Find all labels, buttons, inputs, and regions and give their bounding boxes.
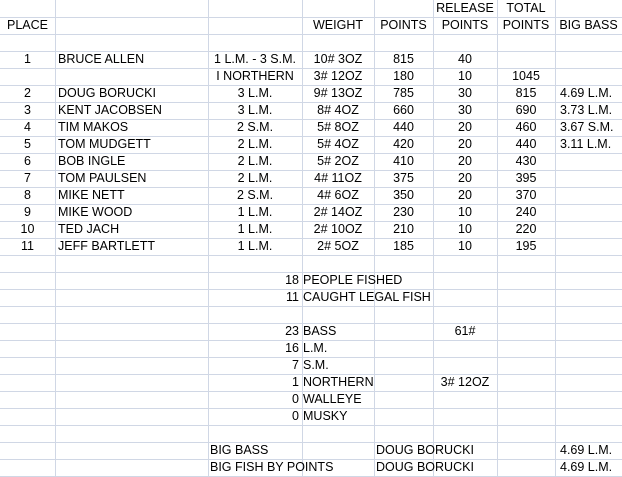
points-cell: 410 [393,154,414,168]
place-cell: 10 [20,222,35,236]
summary-extra: 61# [454,324,476,338]
big-bass-cell: 3.67 S.M. [560,120,614,134]
big-bass-cell [560,153,622,170]
place-cell: 8 [24,188,31,202]
release-points-cell: 20 [458,188,472,202]
place-cell [0,68,55,85]
angler-name-cell [58,68,208,85]
release-points-cell: 30 [458,103,472,117]
total-points-cell: 815 [515,86,537,100]
points-cell: 350 [393,188,414,202]
summary-label: L.M. [303,341,328,355]
fish-count-cell: I NORTHERN [216,69,294,83]
weight-cell: 5# 4OZ [317,137,359,151]
weight-cell: 9# 13OZ [313,86,363,100]
release-points-cell: 20 [458,137,472,151]
place-cell: 2 [24,86,31,100]
angler-name-cell: TOM PAULSEN [58,171,147,185]
big-bass-cell: 3.11 L.M. [560,137,612,151]
points-cell: 815 [393,52,414,66]
points-cell: 420 [393,137,414,151]
total-points-cell: 690 [515,103,537,117]
angler-name-cell: MIKE NETT [58,188,125,202]
fish-count-cell: 2 L.M. [237,154,273,168]
header-weight: WEIGHT [313,18,363,32]
summary-label: PEOPLE FISHED [303,273,403,287]
summary-count: 0 [292,392,299,406]
angler-name-cell: BRUCE ALLEN [58,52,145,66]
total-points-cell: 370 [515,188,537,202]
total-points-cell: 440 [515,137,537,151]
fish-count-cell: 2 S.M. [236,120,274,134]
big-bass-cell: 3.73 L.M. [560,103,613,117]
header-release: RELEASE [436,1,494,15]
angler-name-cell: JEFF BARTLETT [58,239,156,253]
points-cell: 180 [393,69,414,83]
points-cell: 440 [393,120,414,134]
release-points-cell: 30 [458,86,472,100]
fish-count-cell: 1 L.M. - 3 S.M. [214,52,296,66]
fish-count-cell: 1 L.M. [237,205,273,219]
summary-count: 7 [292,358,299,372]
release-points-cell: 10 [458,69,472,83]
angler-name-cell: TED JACH [58,222,120,236]
summary-count: 23 [285,324,299,338]
big-bass-cell [560,170,622,187]
weight-cell: 4# 6OZ [317,188,359,202]
header-points: POINTS [380,18,427,32]
summary-extra [433,272,497,289]
big-bass-cell [560,221,622,238]
angler-name-cell: TIM MAKOS [58,120,129,134]
weight-cell: 10# 3OZ [313,52,363,66]
fish-count-cell: 1 L.M. [237,239,273,253]
weight-cell: 2# 5OZ [317,239,359,253]
angler-name-cell: TOM MUDGETT [58,137,151,151]
weight-cell: 2# 14OZ [313,205,363,219]
summary-count: 1 [292,375,299,389]
points-cell: 185 [393,239,414,253]
summary-label: MUSKY [303,409,348,423]
release-points-cell: 10 [458,239,472,253]
summary-count: 0 [292,409,299,423]
total-points-cell: 395 [515,171,537,185]
points-cell: 660 [393,103,414,117]
fish-count-cell: 3 L.M. [237,103,273,117]
total-points-cell: 195 [515,239,537,253]
points-cell: 210 [393,222,414,236]
summary-count: 16 [285,341,299,355]
total-points-cell: 240 [515,205,537,219]
release-points-cell: 20 [458,120,472,134]
angler-name-cell: MIKE WOOD [58,205,133,219]
place-cell: 6 [24,154,31,168]
big-bass-cell [560,187,622,204]
header-total-points: POINTS [502,18,550,32]
weight-cell: 8# 4OZ [317,103,359,117]
award-winner: DOUG BORUCKI [376,460,474,474]
award-value: 4.69 L.M. [560,443,613,457]
weight-cell: 5# 2OZ [317,154,359,168]
summary-extra [433,408,497,425]
release-points-cell: 20 [458,154,472,168]
points-cell: 375 [393,171,414,185]
award-winner: DOUG BORUCKI [376,443,474,457]
summary-count: 18 [285,273,299,287]
release-points-cell: 10 [458,205,472,219]
angler-name-cell: BOB INGLE [58,154,126,168]
big-bass-cell [560,68,622,85]
summary-extra: 3# 12OZ [440,375,490,389]
weight-cell: 5# 8OZ [317,120,359,134]
total-points-cell: 460 [515,120,537,134]
big-bass-cell [560,238,622,255]
angler-name-cell: DOUG BORUCKI [58,86,156,100]
place-cell: 3 [24,103,31,117]
angler-name-cell: KENT JACOBSEN [58,103,162,117]
place-cell: 5 [24,137,31,151]
total-points-cell: 430 [515,154,537,168]
summary-label: BASS [303,324,337,338]
summary-label: WALLEYE [303,392,362,406]
fish-count-cell: 2 L.M. [237,171,273,185]
release-points-cell: 40 [458,52,472,66]
header-big-bass: BIG BASS [559,18,618,32]
header-release-points: POINTS [441,18,489,32]
header-total: TOTAL [506,1,546,15]
fish-count-cell: 1 L.M. [237,222,273,236]
big-bass-cell [560,51,622,68]
total-points-cell: 220 [515,222,537,236]
weight-cell: 2# 10OZ [313,222,363,236]
award-title: BIG BASS [210,443,269,457]
fish-count-cell: 2 L.M. [237,137,273,151]
summary-extra [433,340,497,357]
place-cell: 9 [24,205,31,219]
release-points-cell: 10 [458,222,472,236]
award-title: BIG FISH BY POINTS [210,460,334,474]
weight-cell: 4# 11OZ [314,171,362,185]
fish-count-cell: 2 S.M. [236,188,274,202]
header-place: PLACE [7,18,48,32]
award-value: 4.69 L.M. [560,460,613,474]
summary-extra [433,391,497,408]
summary-label: CAUGHT LEGAL FISH [303,290,431,304]
points-cell: 785 [393,86,414,100]
summary-label: S.M. [303,358,329,372]
place-cell: 7 [24,171,31,185]
place-cell: 4 [24,120,31,134]
place-cell: 1 [24,52,31,66]
total-points-cell: 1045 [512,69,540,83]
summary-count: 11 [286,290,299,304]
big-bass-cell [560,204,622,221]
points-cell: 230 [393,205,414,219]
fish-count-cell: 3 L.M. [237,86,273,100]
weight-cell: 3# 12OZ [313,69,363,83]
place-cell: 11 [21,239,34,253]
release-points-cell: 20 [458,171,472,185]
summary-label: NORTHERN [303,375,374,389]
total-points-cell [497,51,555,68]
summary-extra [433,289,497,306]
summary-extra [433,357,497,374]
big-bass-cell: 4.69 L.M. [560,86,613,100]
